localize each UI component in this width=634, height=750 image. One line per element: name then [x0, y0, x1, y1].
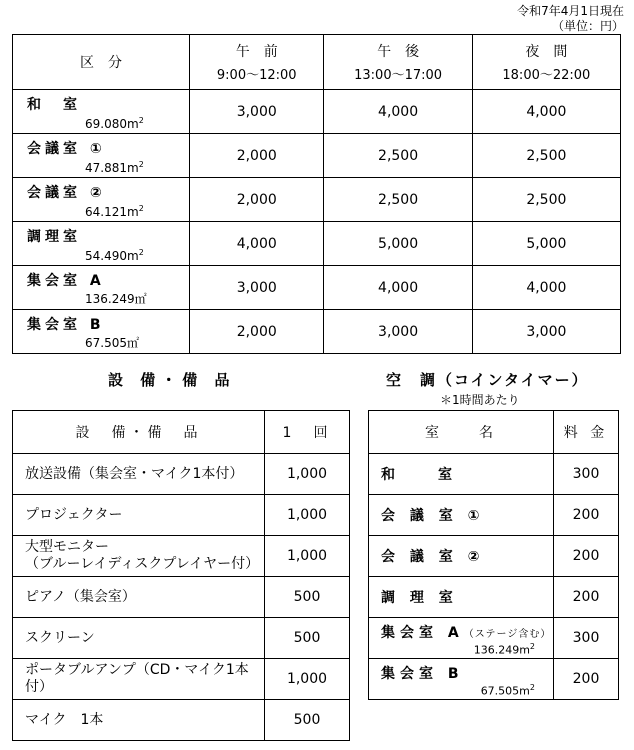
aircon-row — [369, 454, 619, 495]
col-label: 区 分 — [80, 55, 122, 71]
rate-afternoon: 2,500 — [324, 134, 472, 178]
room-area-value: 67.505㎡ — [85, 336, 139, 350]
room-name: 調理室 — [27, 229, 81, 245]
aircon-room-name-text: 和 室 — [381, 467, 457, 483]
equipment-row — [13, 577, 350, 618]
rate-morning: 2,000 — [190, 310, 324, 354]
aircon-room-name — [381, 467, 457, 483]
rate-night: 5,000 — [472, 222, 620, 266]
rate-night: 3,000 — [472, 310, 620, 354]
aircon-room — [369, 618, 554, 659]
aircon-row — [369, 618, 619, 659]
rates-row — [13, 222, 621, 266]
rates-row — [13, 90, 621, 134]
equipment-title: 設 備・備 品 — [108, 371, 236, 389]
aircon-room — [369, 577, 554, 618]
col-label: 夜 間 — [525, 44, 568, 60]
date-note: 令和7年4月1日現在 — [517, 4, 624, 18]
equipment-row — [13, 495, 350, 536]
aircon-room-area — [481, 683, 535, 698]
col-time: 9:00～12:00 — [216, 68, 297, 83]
aircon-row — [369, 577, 619, 618]
aircon-row — [369, 495, 619, 536]
rates-col-night — [472, 35, 620, 90]
rates-row — [13, 178, 621, 222]
room-area — [85, 204, 144, 219]
aircon-room — [369, 495, 554, 536]
unit-note: （単位：円） — [551, 19, 624, 33]
room-cell — [13, 178, 190, 222]
rates-col-morning — [190, 35, 324, 90]
equipment-item: ポータブルアンプ（CD・マイク1本付） — [13, 659, 265, 700]
aircon-room-name-text: 会 議 室 ② — [381, 549, 485, 565]
aircon-area-sup: 2 — [529, 642, 535, 652]
rate-afternoon: 4,000 — [324, 90, 472, 134]
room-name: 会議室 ② — [27, 185, 106, 201]
aircon-room — [369, 536, 554, 577]
equipment-price: 1,000 — [265, 454, 350, 495]
aircon-room-name-text: 会 議 室 ① — [381, 508, 485, 524]
room-cell — [13, 90, 190, 134]
col-time: 13:00～17:00 — [354, 68, 443, 83]
aircon-room — [369, 659, 554, 700]
aircon-price: 200 — [554, 495, 619, 536]
equipment-item: 大型モニター （ブルーレイディスクプレイヤー付） — [13, 536, 265, 577]
equipment-row — [13, 618, 350, 659]
aircon-price: 200 — [554, 536, 619, 577]
aircon-note: ＊1時間あたり — [440, 393, 520, 407]
equipment-row — [13, 659, 350, 700]
rate-night: 4,000 — [472, 266, 620, 310]
equipment-header-item: 設 備・備 品 — [13, 411, 265, 454]
equipment-row — [13, 536, 350, 577]
rate-afternoon: 5,000 — [324, 222, 472, 266]
aircon-price: 300 — [554, 618, 619, 659]
col-label: 午 後 — [377, 44, 420, 60]
equipment-header-price: 1 回 — [265, 411, 350, 454]
room-area-sup: 2 — [138, 204, 144, 213]
equipment-row — [13, 700, 350, 741]
equipment-header-row — [13, 411, 350, 454]
room-area-sup: 2 — [138, 248, 144, 257]
equipment-item: スクリーン — [13, 618, 265, 659]
aircon-room-note: （ステージ含む） — [463, 629, 552, 640]
rate-morning: 3,000 — [190, 266, 324, 310]
equipment-price: 1,000 — [265, 495, 350, 536]
room-area — [85, 160, 144, 175]
rates-row — [13, 134, 621, 178]
aircon-header-row — [369, 411, 619, 454]
room-area — [85, 248, 144, 263]
room-area-value: 47.881m — [85, 161, 139, 175]
room-cell — [13, 134, 190, 178]
aircon-room-name-text: 集会室 A — [381, 625, 464, 641]
aircon-room-name-text: 集会室 B — [381, 666, 464, 682]
col-label: 午 前 — [235, 44, 278, 60]
room-area — [85, 290, 147, 307]
room-rates-table — [12, 34, 621, 354]
rate-morning: 3,000 — [190, 90, 324, 134]
room-name: 会議室 ① — [27, 141, 106, 157]
equipment-item: 放送設備（集会室・マイク1本付） — [13, 454, 265, 495]
room-area-value: 136.249㎡ — [85, 292, 147, 306]
aircon-area-value: 67.505m — [480, 685, 530, 698]
room-cell — [13, 222, 190, 266]
room-area-value: 64.121m — [85, 205, 139, 219]
col-time: 18:00～22:00 — [502, 68, 591, 83]
aircon-room-name — [381, 663, 553, 683]
rate-morning: 4,000 — [190, 222, 324, 266]
rate-afternoon: 3,000 — [324, 310, 472, 354]
rates-row — [13, 266, 621, 310]
room-area-sup: 2 — [138, 116, 144, 125]
rate-morning: 2,000 — [190, 178, 324, 222]
aircon-room-area — [474, 642, 535, 657]
aircon-row — [369, 536, 619, 577]
room-cell — [13, 310, 190, 354]
rate-afternoon: 2,500 — [324, 178, 472, 222]
rate-night: 2,500 — [472, 178, 620, 222]
aircon-area-value: 136.249m — [473, 644, 530, 657]
room-area-value: 69.080m — [85, 117, 139, 131]
equipment-table — [12, 410, 350, 741]
room-name: 和 室 — [27, 97, 81, 113]
equipment-price: 500 — [265, 618, 350, 659]
equipment-item: プロジェクター — [13, 495, 265, 536]
aircon-title: 空 調（コインタイマー） — [386, 371, 589, 389]
equipment-price: 1,000 — [265, 659, 350, 700]
rate-night: 2,500 — [472, 134, 620, 178]
room-area-value: 54.490m — [85, 249, 139, 263]
aircon-room-name-text: 調 理 室 — [381, 590, 458, 606]
equipment-item: マイク 1本 — [13, 700, 265, 741]
aircon-table — [368, 410, 619, 700]
rates-col-afternoon — [324, 35, 472, 90]
rate-morning: 2,000 — [190, 134, 324, 178]
aircon-room — [369, 454, 554, 495]
equipment-price: 500 — [265, 577, 350, 618]
aircon-price: 300 — [554, 454, 619, 495]
aircon-price: 200 — [554, 577, 619, 618]
room-area — [85, 116, 144, 131]
room-name: 集会室 A — [27, 273, 105, 289]
room-area — [85, 334, 139, 351]
equipment-item: ピアノ（集会室） — [13, 577, 265, 618]
aircon-room-name — [381, 590, 458, 606]
room-name: 集会室 B — [27, 317, 105, 333]
aircon-room-name — [381, 622, 553, 642]
equipment-price: 1,000 — [265, 536, 350, 577]
room-area-sup: 2 — [138, 160, 144, 169]
rates-header-row — [13, 35, 621, 90]
rate-afternoon: 4,000 — [324, 266, 472, 310]
aircon-area-sup: 2 — [529, 683, 535, 693]
rates-row — [13, 310, 621, 354]
aircon-room-name — [381, 549, 484, 565]
aircon-room-name — [381, 508, 484, 524]
aircon-price: 200 — [554, 659, 619, 700]
room-cell — [13, 266, 190, 310]
equipment-price: 500 — [265, 700, 350, 741]
aircon-row — [369, 659, 619, 700]
aircon-header-price: 料 金 — [554, 411, 619, 454]
equipment-row — [13, 454, 350, 495]
rate-night: 4,000 — [472, 90, 620, 134]
aircon-header-room: 室 名 — [369, 411, 554, 454]
rates-col-category — [13, 35, 190, 90]
